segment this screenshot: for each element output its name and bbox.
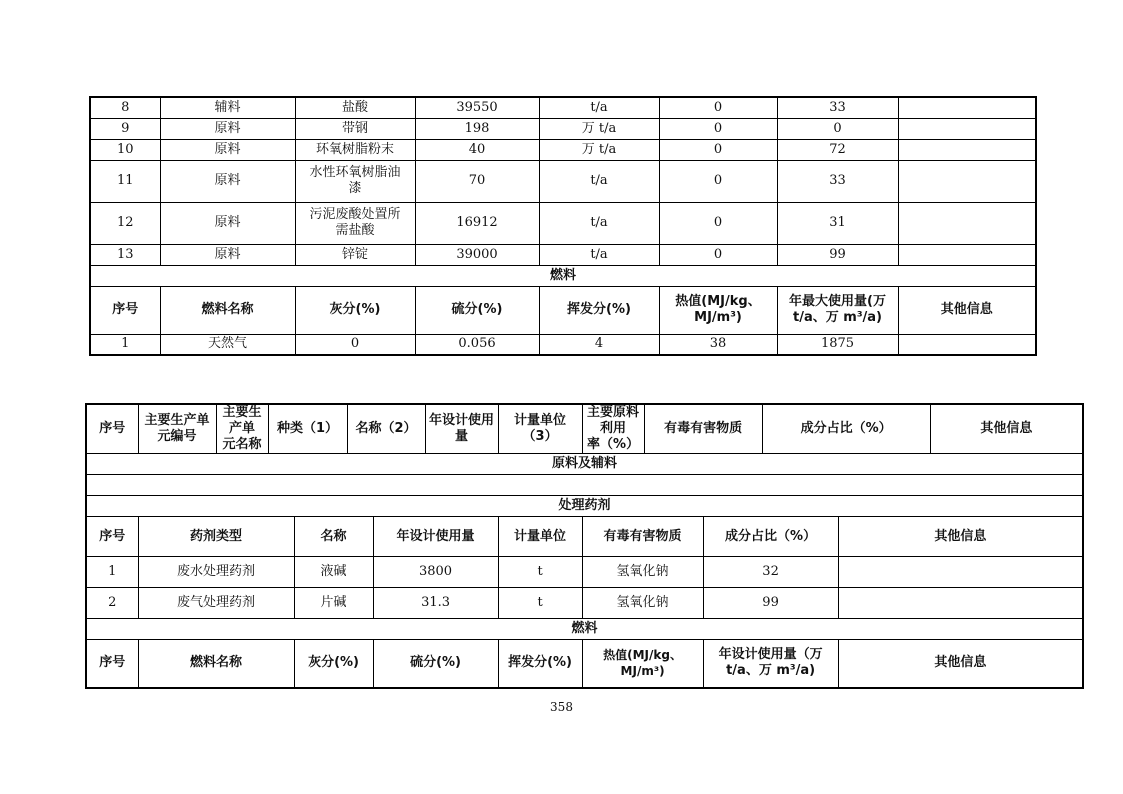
fuel-name: 天然气 — [160, 334, 295, 355]
agent-type: 废水处理药剂 — [138, 557, 294, 588]
agent-design: 3800 — [373, 557, 498, 588]
col-header-volatile: 挥发分(%) — [539, 286, 659, 334]
row-unit: 万 t/a — [539, 139, 659, 160]
row-unit: t/a — [539, 202, 659, 244]
row-name: 环氧树脂粉末 — [295, 139, 415, 160]
row-name-line2: 需盐酸 — [335, 223, 375, 238]
agent-row — [86, 557, 1083, 588]
fuel-header-row — [90, 286, 1036, 334]
col-header-other: 其他信息 — [838, 640, 1083, 688]
col-header-sulfur: 硫分(%) — [415, 286, 539, 334]
row-name-line1: 污泥废酸处置所 — [309, 207, 401, 222]
agent-design: 31.3 — [373, 588, 498, 619]
agent-ratio: 99 — [703, 588, 838, 619]
col-header-toxic: 有毒有害物质 — [644, 404, 762, 454]
row-type: 原料 — [160, 160, 295, 202]
agent-unit: t — [498, 588, 582, 619]
agent-no: 2 — [86, 588, 138, 619]
agent-toxic: 氢氧化钠 — [582, 557, 703, 588]
row-type: 原料 — [160, 139, 295, 160]
row-ratio: 33 — [777, 97, 898, 118]
row-type: 辅料 — [160, 97, 295, 118]
col-header-max-line2: t/a、万 m³/a) — [793, 310, 882, 325]
fuel-sulfur: 0.056 — [415, 334, 539, 355]
row-other — [898, 139, 1036, 160]
raw-materials-continued-table — [89, 96, 1037, 356]
col-header-unit-name — [216, 404, 268, 454]
fuel-ash: 0 — [295, 334, 415, 355]
materials-summary-table — [85, 403, 1084, 689]
row-name-line1: 水性环氧树脂油 — [309, 165, 401, 180]
col-header-unit: 计量单位 — [498, 517, 582, 557]
row-toxic: 0 — [659, 139, 777, 160]
col-header-agent-name: 名称 — [294, 517, 373, 557]
row-no: 10 — [90, 139, 160, 160]
col-header-unit-no-line1: 主要生产单 — [144, 413, 210, 428]
col-header-utilization — [582, 404, 644, 454]
row-no: 8 — [90, 97, 160, 118]
fuel-section-title: 燃料 — [90, 265, 1036, 286]
section-fuel: 燃料 — [86, 619, 1083, 640]
col-header-max-usage — [777, 286, 898, 334]
empty-cell — [86, 475, 1083, 496]
fuel-header-row — [86, 640, 1083, 688]
row-name — [295, 202, 415, 244]
row-ratio: 31 — [777, 202, 898, 244]
col-header-design-usage — [703, 640, 838, 688]
col-header-heat-line1: 热值(MJ/kg、 — [675, 294, 761, 309]
col-header-ratio: 成分占比（%） — [762, 404, 930, 454]
agent-other — [838, 588, 1083, 619]
row-toxic: 0 — [659, 97, 777, 118]
row-other — [898, 97, 1036, 118]
fuel-other — [898, 334, 1036, 355]
page-number: 358 — [550, 700, 573, 714]
agent-unit: t — [498, 557, 582, 588]
col-header-unit-no — [138, 404, 216, 454]
row-unit: t/a — [539, 244, 659, 265]
row-other — [898, 118, 1036, 139]
row-name — [295, 160, 415, 202]
row-unit: t/a — [539, 160, 659, 202]
row-toxic: 0 — [659, 202, 777, 244]
section-raw-materials: 原料及辅料 — [86, 454, 1083, 475]
row-ratio: 99 — [777, 244, 898, 265]
col-header-ash: 灰分(%) — [295, 286, 415, 334]
row-amount: 198 — [415, 118, 539, 139]
table-row — [90, 202, 1036, 244]
row-amount: 40 — [415, 139, 539, 160]
agent-toxic: 氢氧化钠 — [582, 588, 703, 619]
col-header-ratio: 成分占比（%） — [703, 517, 838, 557]
table-row — [90, 139, 1036, 160]
col-header-no: 序号 — [86, 404, 138, 454]
fuel-max: 1875 — [777, 334, 898, 355]
col-header-measure: 计量单位（3） — [498, 404, 582, 454]
fuel-heat: 38 — [659, 334, 777, 355]
section-row — [86, 454, 1083, 475]
col-header-design: 年设计使用量 — [425, 404, 498, 454]
row-name-line2: 漆 — [348, 181, 362, 196]
main-header-row — [86, 404, 1083, 454]
col-header-name: 名称（2） — [347, 404, 425, 454]
agent-ratio: 32 — [703, 557, 838, 588]
row-toxic: 0 — [659, 160, 777, 202]
row-amount: 16912 — [415, 202, 539, 244]
row-no: 11 — [90, 160, 160, 202]
col-header-unit-name-line2: 元名称 — [222, 437, 262, 452]
col-header-design-line1: 年设计使用量（万 — [718, 647, 823, 663]
row-other — [898, 202, 1036, 244]
agent-type: 废气处理药剂 — [138, 588, 294, 619]
row-other — [898, 160, 1036, 202]
row-toxic: 0 — [659, 244, 777, 265]
col-header-other: 其他信息 — [898, 286, 1036, 334]
fuel-volatile: 4 — [539, 334, 659, 355]
col-header-util-line1: 主要原料利用 — [587, 405, 640, 436]
agent-name: 液碱 — [294, 557, 373, 588]
row-amount: 39550 — [415, 97, 539, 118]
col-header-heat-line2: MJ/m³) — [694, 310, 742, 325]
col-header-sulfur: 硫分(%) — [373, 640, 498, 688]
row-name: 带钢 — [295, 118, 415, 139]
table-row — [90, 160, 1036, 202]
row-ratio: 0 — [777, 118, 898, 139]
col-header-agent-type: 药剂类型 — [138, 517, 294, 557]
agent-row — [86, 588, 1083, 619]
row-type: 原料 — [160, 202, 295, 244]
agent-no: 1 — [86, 557, 138, 588]
row-other — [898, 244, 1036, 265]
col-header-heat-value: 热值(MJ/kg、MJ/m³) — [582, 640, 703, 688]
col-header-design: 年设计使用量 — [373, 517, 498, 557]
col-header-ash: 灰分(%) — [294, 640, 373, 688]
fuel-no: 1 — [90, 334, 160, 355]
col-header-other: 其他信息 — [838, 517, 1083, 557]
col-header-kind: 种类（1） — [268, 404, 347, 454]
col-header-design-line2: t/a、万 m³/a) — [726, 663, 816, 679]
col-header-other: 其他信息 — [930, 404, 1083, 454]
section-row — [86, 496, 1083, 517]
fuel-row — [90, 334, 1036, 355]
row-ratio: 33 — [777, 160, 898, 202]
col-header-toxic: 有毒有害物质 — [582, 517, 703, 557]
col-header-util-line2: 率（%） — [587, 437, 640, 452]
row-no: 13 — [90, 244, 160, 265]
fuel-section-row — [90, 265, 1036, 286]
col-header-heat-value — [659, 286, 777, 334]
row-no: 9 — [90, 118, 160, 139]
agent-other — [838, 557, 1083, 588]
col-header-fuel-name: 燃料名称 — [160, 286, 295, 334]
row-unit: 万 t/a — [539, 118, 659, 139]
agent-name: 片碱 — [294, 588, 373, 619]
row-amount: 39000 — [415, 244, 539, 265]
row-type: 原料 — [160, 118, 295, 139]
col-header-max-line1: 年最大使用量(万 — [789, 294, 886, 309]
col-header-no: 序号 — [90, 286, 160, 334]
agent-header-row — [86, 517, 1083, 557]
row-unit: t/a — [539, 97, 659, 118]
row-toxic: 0 — [659, 118, 777, 139]
section-treatment-agents: 处理药剂 — [86, 496, 1083, 517]
col-header-no: 序号 — [86, 517, 138, 557]
col-header-unit-no-line2: 元编号 — [157, 429, 197, 444]
col-header-fuel-name: 燃料名称 — [138, 640, 294, 688]
col-header-volatile: 挥发分(%) — [498, 640, 582, 688]
row-type: 原料 — [160, 244, 295, 265]
section-row — [86, 619, 1083, 640]
empty-row — [86, 475, 1083, 496]
table-row — [90, 118, 1036, 139]
row-name: 盐酸 — [295, 97, 415, 118]
table-row — [90, 244, 1036, 265]
row-amount: 70 — [415, 160, 539, 202]
row-name: 锌锭 — [295, 244, 415, 265]
col-header-no: 序号 — [86, 640, 138, 688]
row-no: 12 — [90, 202, 160, 244]
row-ratio: 72 — [777, 139, 898, 160]
col-header-unit-name-line1: 主要生产单 — [222, 405, 262, 436]
table-row — [90, 97, 1036, 118]
